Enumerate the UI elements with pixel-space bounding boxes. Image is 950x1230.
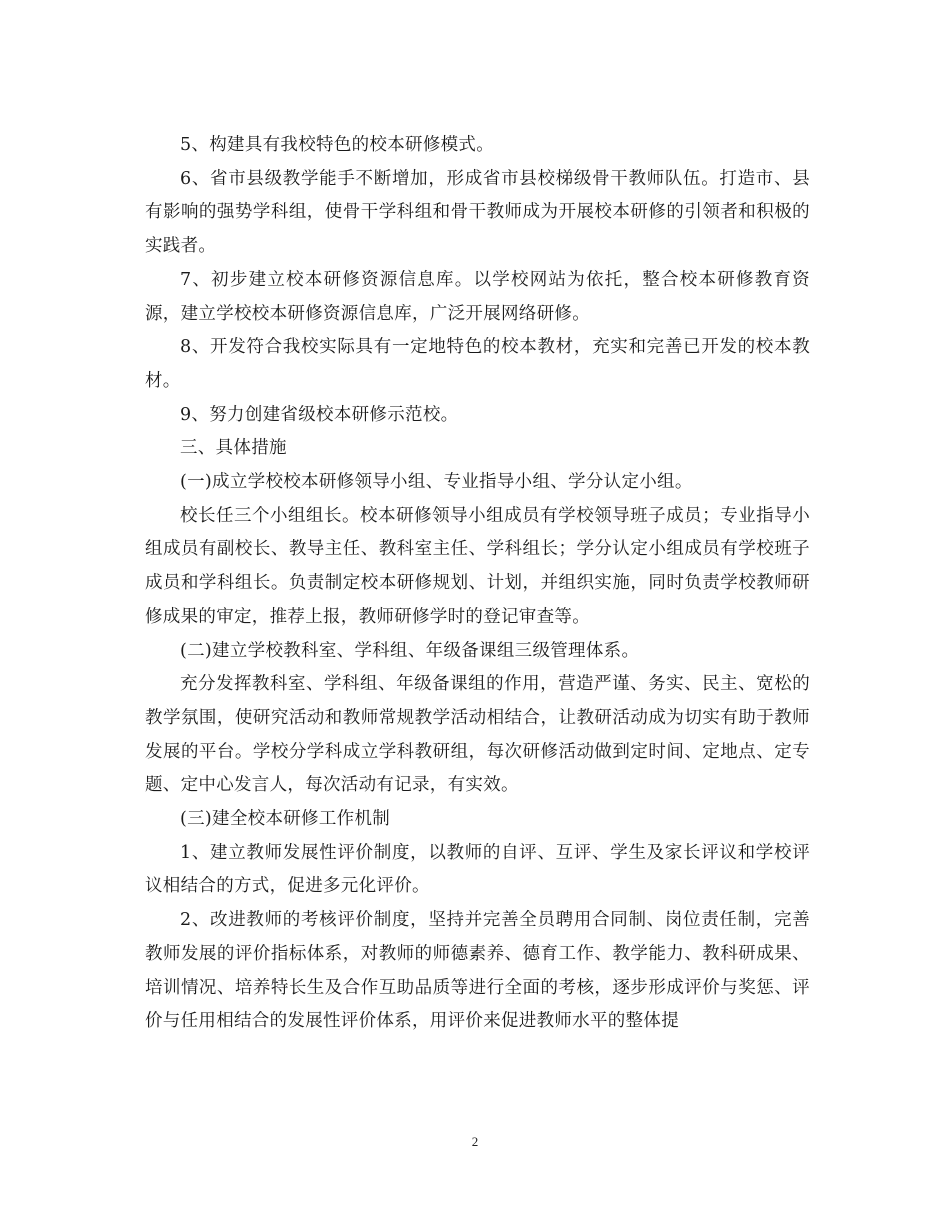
- section-heading-measures: 三、具体措施: [180, 438, 287, 459]
- paragraph-goal-6: 6、省市县级教学能手不断增加，形成省市县校梯级骨干教师队伍。打造市、县有影响的强势学科组，使骨干学科组和骨干教师成为开展校本研修的引领者和积极的实践者。: [145, 168, 810, 257]
- paragraph-goal-8: 8、开发符合我校实际具有一定地特色的校本教材，充实和完善已开发的校本教材。: [145, 337, 810, 391]
- paragraph-mechanism-2: 2、改进教师的考核评价制度，坚持并完善全员聘用合同制、岗位责任制，完善教师发展的评价指标体系，对教师的师德素养、德育工作、教学能力、教科研成果、培训情况、培养特长生及合作互助品质等进行全面的考核，逐步形成评价与奖惩、评价与任用相结合的发展性评价体系，用评价来促进教师水平的整体提: [145, 910, 810, 1032]
- subheading-measure-1: (一)成立学校校本研修领导小组、专业指导小组、学分认定小组。: [180, 472, 693, 493]
- paragraph-goal-5: 5、构建具有我校特色的校本研修模式。: [180, 135, 495, 155]
- paragraph-measure-1-body: 校长任三个小组组长。校本研修领导小组成员有学校领导班子成员；专业指导小组成员有副校长、教导主任、教科室主任、学科组长；学分认定小组成员有学校班子成员和学科组长。负责制定校本研修规划、计划，并组织实施，同时负责学校教师研修成果的审定，推荐上报，教师研修学时的登记审查等。: [145, 505, 810, 627]
- page-number: 2: [471, 1134, 479, 1149]
- document-body: [145, 129, 810, 1039]
- subheading-measure-3: (三)建全校本研修工作机制: [180, 809, 391, 830]
- subheading-measure-2: (二)建立学校教科室、学科组、年级备课组三级管理体系。: [180, 640, 640, 661]
- paragraph-measure-2-body: 充分发挥教科室、学科组、年级备课组的作用，营造严谨、务实、民主、宽松的教学氛围，使研究活动和教师常规教学活动相结合，让教研活动成为切实有助于教师发展的平台。学校分学科成立学科教研组，每次研修活动做到定时间、定地点、定专题、定中心发言人，每次活动有记录，有实效。: [145, 674, 810, 796]
- paragraph-goal-9: 9、努力创建省级校本研修示范校。: [180, 404, 459, 425]
- paragraph-mechanism-1: 1、建立教师发展性评价制度，以教师的自评、互评、学生及家长评议和学校评议相结合的方式，促进多元化评价。: [145, 842, 810, 897]
- paragraph-goal-7: 7、初步建立校本研修资源信息库。以学校网站为依托，整合校本研修教育资源，建立学校校本研修资源信息库，广泛开展网络研修。: [145, 269, 810, 324]
